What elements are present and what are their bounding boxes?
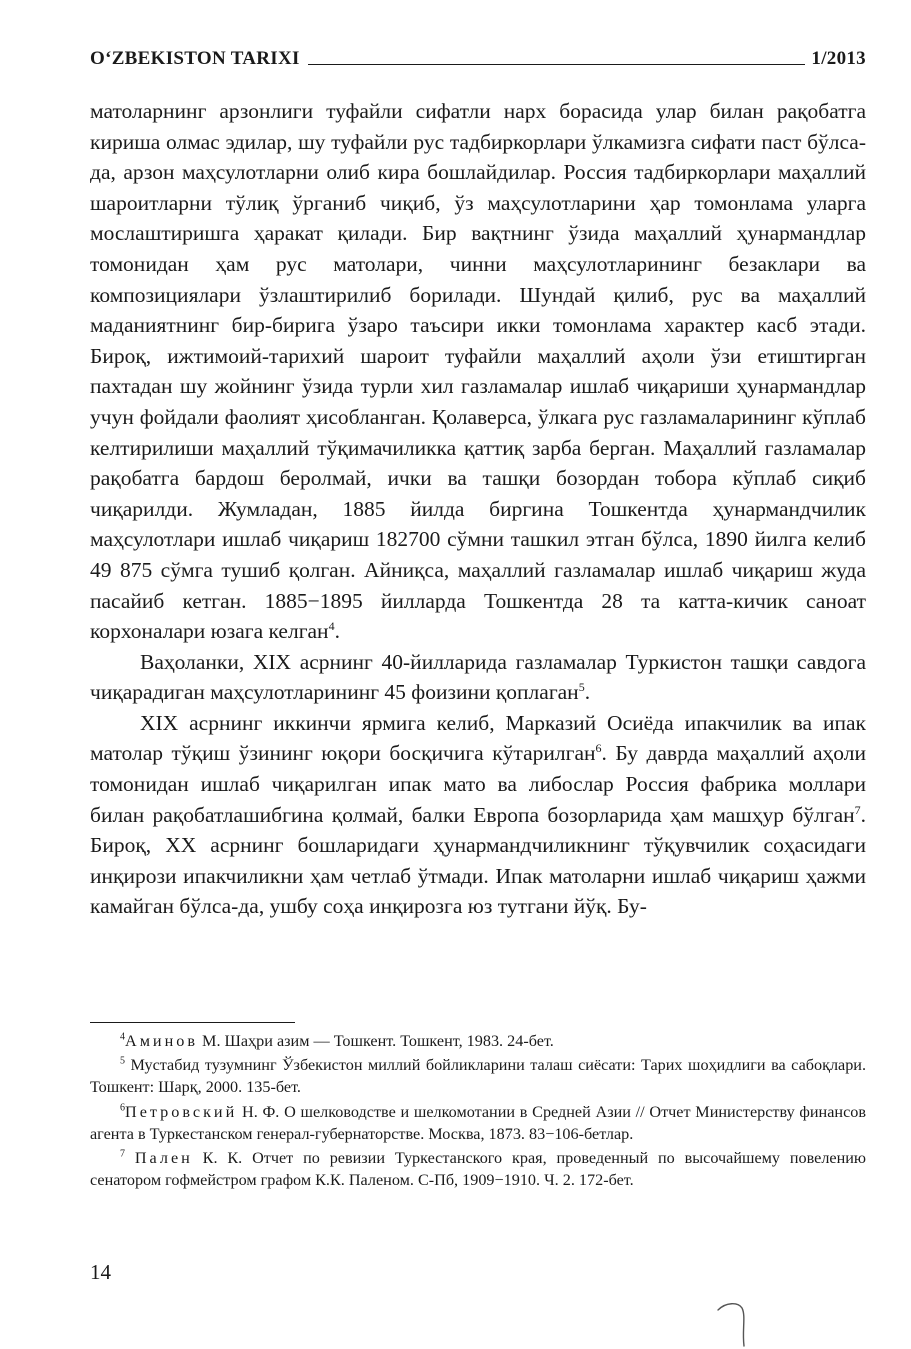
footnote-number: 6 (120, 1102, 125, 1114)
footnote-ref-6: 6 (595, 741, 602, 756)
footnote-text: Мустабид тузумнинг Ўзбекистон миллий бойликларини талаш сиёсати: Тарих шоҳидлиги ва сабоқлари. Тошкент: Шарқ, 2000. 135-бет. (90, 1056, 867, 1097)
footnotes (90, 1030, 866, 1193)
footnote-6 (90, 1101, 866, 1145)
footnote-number: 7 (120, 1148, 125, 1160)
footnote-author: Пален (134, 1149, 193, 1168)
running-header (90, 40, 866, 70)
footnote-text: К. К. Отчет по ревизии Туркестанского края, проведенный по высочайшему повелению сенатором гофмейстром графом К.К. Паленом. С-Пб, 1909−1910. Ч. 2. 172-бет. (90, 1149, 866, 1190)
footnote-author: Петровский (125, 1102, 238, 1121)
footnote-text: М. Шаҳри азим — Тошкент. Тошкент, 1983. 24-бет. (198, 1032, 554, 1050)
footnote-text: Н. Ф. О шелководстве и шелкомотании в Средней Азии // Отчет Министерству финансов агента в Туркестанском генерал-губернаторстве. Москва, 1873. 83−106-бетлар. (90, 1102, 866, 1143)
footnote-5 (90, 1054, 866, 1098)
page-number: 14 (90, 1260, 111, 1284)
journal-title: O‘ZBEKISTON TARIXI (90, 48, 300, 69)
paragraph-1-end: . (334, 619, 340, 644)
footnote-ref-5: 5 (578, 680, 585, 695)
footnote-number: 5 (120, 1055, 125, 1067)
footnote-7 (90, 1147, 866, 1191)
footnote-author: Аминов (125, 1032, 198, 1050)
issue-number: 1/2013 (811, 48, 866, 69)
header-rule (308, 64, 806, 65)
paragraph-3-text-c: . Бироқ, XX асрнинг бошларидаги ҳунармандчиликнинг тўқувчилик соҳасидаги инқирози ипакчиликни ҳам четлаб ўтмади. Ипак матоларни ишлаб чиқариш ҳажми камайган бўлса-да, ушбу соҳа инқирозга юз тутгани йўқ. Бу- (90, 802, 866, 919)
paragraph-3-text-b: . Бу даврда маҳаллий аҳоли томонидан ишлаб чиқарилган ипак мато ва либослар Россия фабрика моллари билан рақобатлашибгина қолмай, балки Европа бозорларида ҳам машҳур бўлган (90, 741, 866, 827)
footnote-separator (90, 1022, 295, 1023)
paragraph-1 (90, 96, 866, 647)
paragraph-2 (90, 647, 866, 708)
pen-mark-icon (712, 1300, 762, 1349)
paragraph-2-end: . (584, 680, 591, 705)
paragraph-1-text: матоларнинг арзонлиги туфайли сифатли нарх борасида улар билан рақобатга кириша олмас эдилар, шу туфайли рус тадбиркорлари ўлкамизга сифати паст бўлса-да, арзон маҳсулотларни олиб кира бошлайдилар. Россия тадбиркорлари маҳаллий шароитларни тўлиқ ўрганиб чиқиб, ўз маҳсулотларини ҳар томонлама уларга мослаштиришга ҳаракат қилади. Бир вақтнинг ўзида маҳаллий ҳунармандлар томонидан ҳам рус матолари, чинни маҳсулотларининг безаклари ва композициялари ўзлаштирилиб борилади. Шундай қилиб, рус ва маҳаллий маданиятнинг бир-бирига ўзаро таъсири икки томонлама характер касб этади. Бироқ, ижтимоий-тарихий шароит туфайли маҳаллий аҳоли ўзи етиштирган пахтадан шу жойнинг ўзида турли хил газламалар ишлаб чиқариши ҳунармандлар учун фойдали фаолият ҳисобланган. Қолаверса, ўлкага рус газламаларининг кўплаб келтирилиши маҳаллий тўқимачиликка қаттиқ зарба берган. Маҳаллий газламалар рақобатга бардош беролмай, ички ва ташқи бозордан тобора кўплаб сиқиб чиқарилди. Жумладан, 1885 йилда биргина Тошкентда ҳунармандчилик маҳсулотлари ишлаб чиқариш 182700 сўмни ташкил этган бўлса, 1890 йилга келиб 49 875 сўмга тушиб қолган. Айниқса, маҳаллий газламалар ишлаб чиқариш жуда пасайиб кетган. 1885−1895 йилларда Тошкентда 28 та катта-кичик саноат корхоналари юзага келган (90, 99, 866, 644)
footnote-ref-7: 7 (854, 802, 861, 817)
paragraph-3-text-a: XIX асрнинг иккинчи ярмига келиб, Марказий Осиёда ипакчилик ва ипак матолар тўқиш ўзининг юқори босқичига кўтарилган (90, 710, 866, 766)
paragraph-2-text: Ваҳоланки, XIX асрнинг 40-йилларида газламалар Туркистон ташқи савдога чиқарадиган маҳсулотларининг 45 фоизини қоплаган (90, 649, 866, 705)
article-body (90, 96, 866, 922)
paragraph-3 (90, 708, 866, 922)
footnote-number: 4 (120, 1031, 125, 1043)
footnote-ref-4: 4 (328, 618, 335, 633)
footnote-4 (90, 1030, 866, 1052)
